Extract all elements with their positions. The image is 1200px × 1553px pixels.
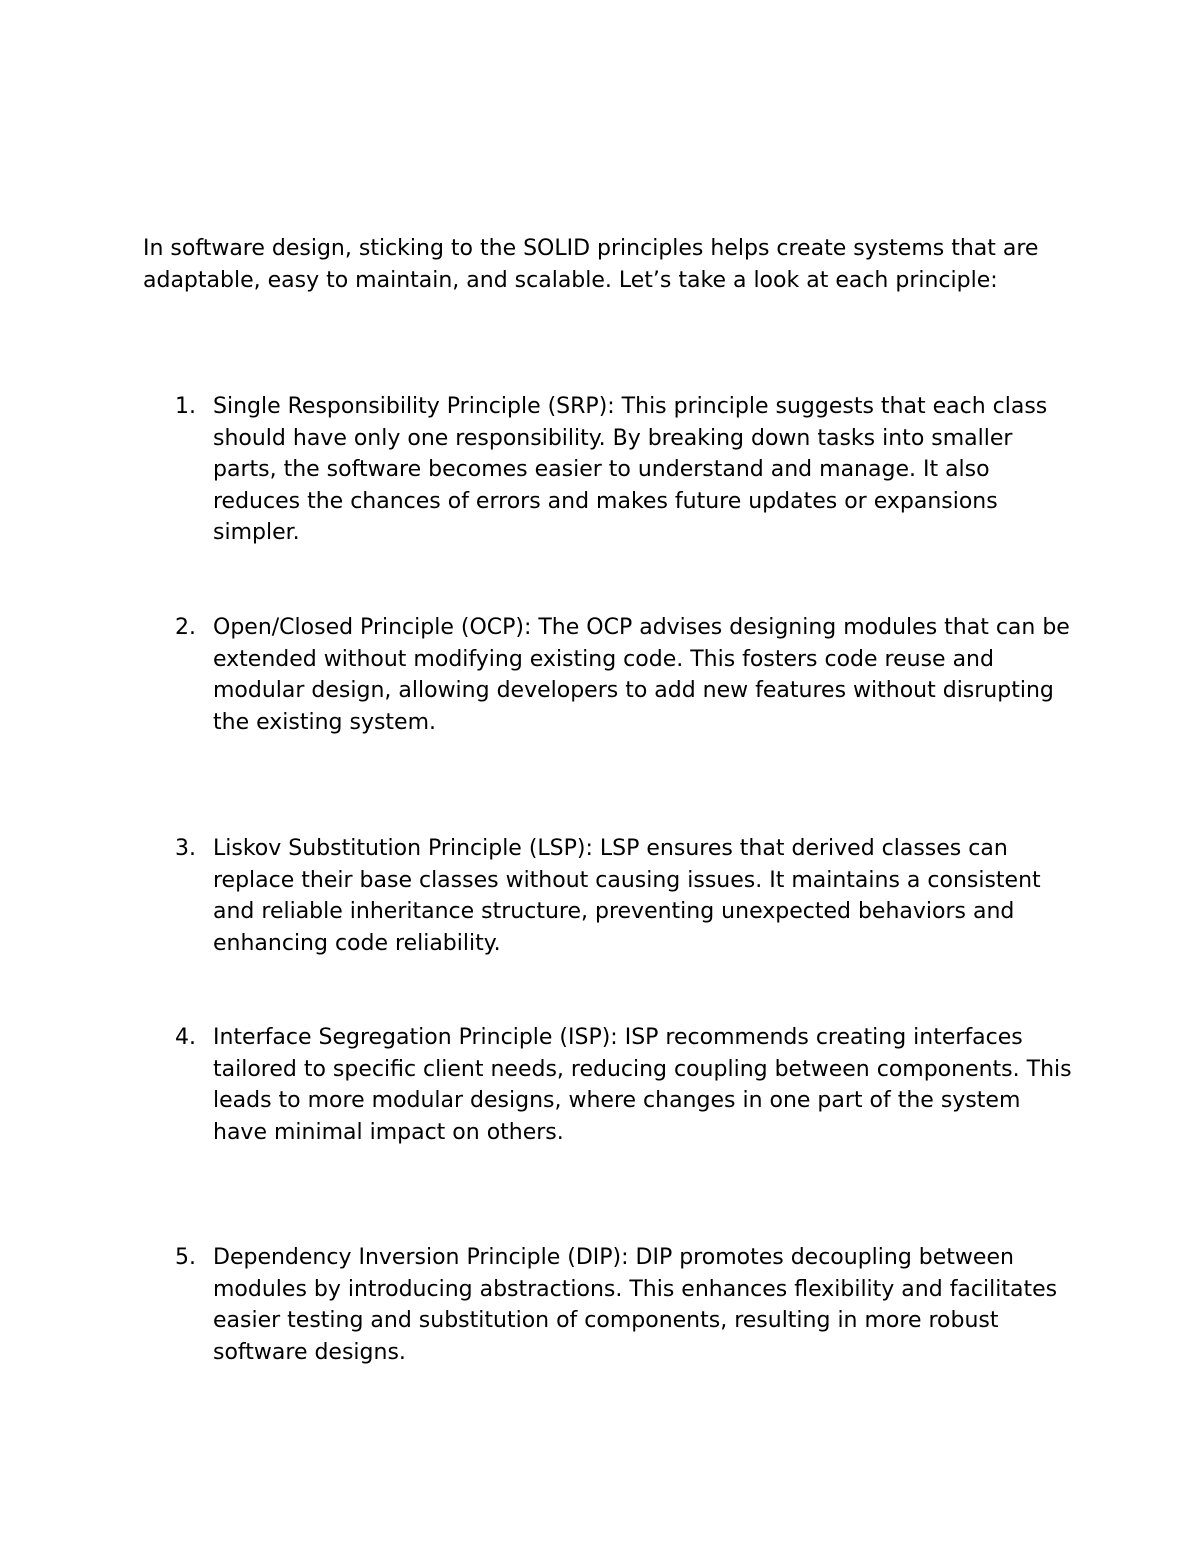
intro-paragraph: In software design, sticking to the SOLID principles helps create systems that are adaptable, easy to maintain, and scalable. Let’s take a look at each principle:: [143, 236, 1039, 293]
list-item-text: Liskov Substitution Principle (LSP): LSP ensures that derived classes can replace their base classes without causing issues. It maintains a consistent and reliable inheritance structure, preventing unexpected behaviors and enhancing code reliability.: [213, 836, 1041, 956]
list-item-number: 2.: [175, 615, 196, 640]
list-item-number: 3.: [175, 836, 196, 861]
list-item-dip: [143, 1242, 1073, 1368]
list-item-lsp: [143, 833, 1073, 959]
list-item-ocp: [143, 612, 1073, 738]
list-item-number: 4.: [175, 1025, 196, 1050]
list-item-text: Open/Closed Principle (OCP): The OCP advises designing modules that can be extended without modifying existing code. This fosters code reuse and modular design, allowing developers to add new features without disrupting the existing system.: [213, 615, 1070, 735]
list-item-text: Single Responsibility Principle (SRP): This principle suggests that each class should have only one responsibility. By breaking down tasks into smaller parts, the software becomes easier to understand and manage. It also reduces the chances of errors and makes future updates or expansions simpler.: [213, 394, 1048, 545]
list-item-text: Dependency Inversion Principle (DIP): DIP promotes decoupling between modules by introducing abstractions. This enhances flexibility and facilitates easier testing and substitution of components, resulting in more robust software designs.: [213, 1245, 1058, 1365]
list-item-isp: [143, 1022, 1073, 1148]
list-item-text: Interface Segregation Principle (ISP): ISP recommends creating interfaces tailored to specific client needs, reducing coupling between components. This leads to more modular designs, where changes in one part of the system have minimal impact on others.: [213, 1025, 1072, 1145]
list-item-srp: [143, 391, 1073, 549]
list-item-number: 5.: [175, 1245, 196, 1270]
list-item-number: 1.: [175, 394, 196, 419]
